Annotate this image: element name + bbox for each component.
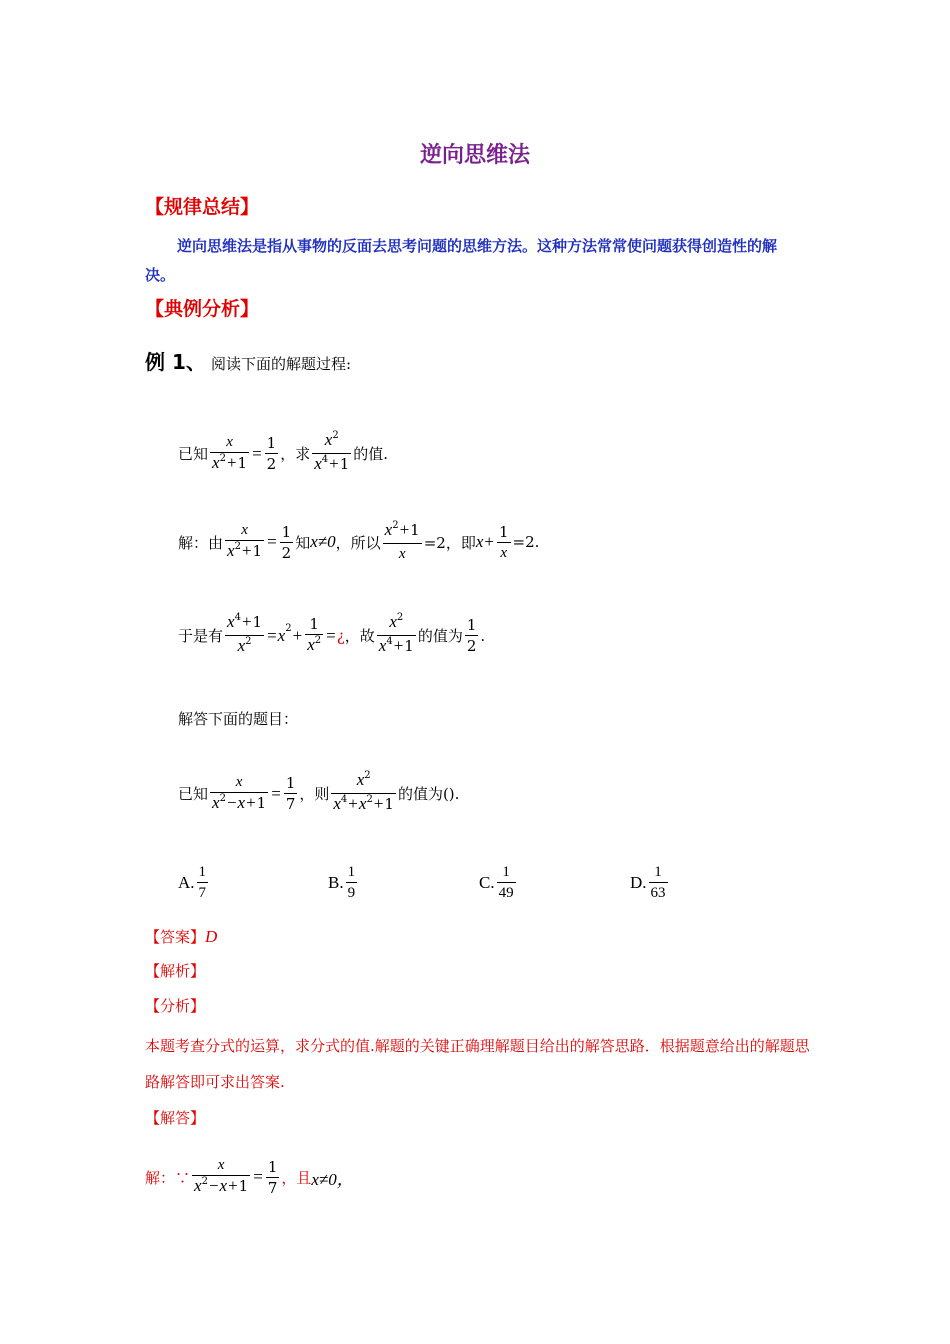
fraction: $\frac{1}{2}$ xyxy=(266,434,277,473)
option-a[interactable] xyxy=(178,862,210,903)
fraction: $\frac{1}{49}$ xyxy=(498,864,514,901)
section-heading-examples: 【典例分析】 xyxy=(145,298,260,320)
fraction: $\frac{x}{x^2-x+1}$ xyxy=(194,1157,249,1195)
solution-prefix: 解：∵ xyxy=(145,1168,191,1187)
then-suffix: 的值为 xyxy=(417,627,463,645)
derivation-statement: 于是有 $\frac{x^4+1}{x^2}$ = x 2 + $\frac{1}{x^2}$ = ¿ ，故 $\frac{x^2}{x^4+1}$ 的值为 $\frac{1}{2}$ . xyxy=(178,612,485,659)
option-letter: A. xyxy=(178,872,195,892)
given-statement: 已知 $\frac{x}{x^2+1}$ = $\frac{1}{2}$ ，求 $\frac{x^2}{x^4+1}$ 的值. xyxy=(178,430,388,477)
jieda-tag: 【解答】 xyxy=(145,1109,206,1127)
answer-value: D xyxy=(205,927,218,946)
fraction: $\frac{x^4+1}{x^2}$ xyxy=(227,612,263,655)
solution-statement: 解：由 $\frac{x}{x^2+1}$ = $\frac{1}{2}$ 知 x≠0 ，所以 $\frac{x^2+1}{x}$ =2，即 x + $\frac{1}{x}$ =2. xyxy=(178,520,540,562)
sol-eq2: =2，即 xyxy=(423,533,476,552)
q-prefix: 已知 xyxy=(178,785,209,803)
section-heading-summary: 【规律总结】 xyxy=(145,196,260,218)
sol-so: ，所以 xyxy=(335,533,381,552)
option-letter: B. xyxy=(328,872,344,892)
q-mid: ，则 xyxy=(299,785,330,803)
fraction: $\frac{x}{x^2+1}$ xyxy=(212,433,248,472)
example-label: 例 1、 xyxy=(145,350,206,374)
fraction: $\frac{x^2+1}{x}$ xyxy=(384,520,420,562)
summary-paragraph: 逆向思维法是指从事物的反面去思考问题的思维方法。这种方法常常使问题获得创造性的解决。 xyxy=(145,237,778,284)
fraction: $\frac{1}{x}$ xyxy=(498,522,509,561)
fraction: $\frac{1}{2}$ xyxy=(281,522,292,562)
fraction: $\frac{x}{x^2-x+1}$ xyxy=(212,773,267,812)
example-intro: 阅读下面的解题过程: xyxy=(210,355,352,373)
fraction: $\frac{1}{x^2}$ xyxy=(307,614,322,654)
option-c[interactable] xyxy=(479,862,518,903)
solution-line: 解：∵ $\frac{x}{x^2-x+1}$ = $\frac{1}{7}$ ，且 x≠0， xyxy=(145,1155,354,1199)
answer-tag: 【答案】 xyxy=(145,928,206,946)
fraction: $\frac{1}{63}$ xyxy=(650,864,666,901)
question-statement: 已知 $\frac{x}{x^2-x+1}$ = $\frac{1}{7}$ ，则 $\frac{x^2}{x^4+x^2+1}$ 的值为(). xyxy=(178,770,459,817)
fraction: $\frac{1}{2}$ xyxy=(466,616,477,655)
jiexi-tag: 【解析】 xyxy=(145,962,206,980)
task-text: 解答下面的题目： xyxy=(178,710,299,728)
answer-line xyxy=(145,926,217,947)
solution-mid: ，且 xyxy=(281,1168,312,1187)
given-suffix: 的值. xyxy=(353,445,389,463)
option-b[interactable] xyxy=(328,862,359,903)
given-mid: ，求 xyxy=(280,445,311,463)
example-header xyxy=(145,346,351,375)
fenxi-tag: 【分析】 xyxy=(145,997,206,1015)
garbled-char: ¿ xyxy=(336,626,345,645)
given-prefix: 已知 xyxy=(178,445,209,463)
fraction: $\frac{1}{9}$ xyxy=(347,864,356,901)
option-letter: D. xyxy=(630,872,647,892)
fraction: $\frac{x^2}{x^4+1}$ xyxy=(314,430,350,473)
then-prefix: 于是有 xyxy=(178,627,224,645)
solution-nonzero: x≠0， xyxy=(311,1169,354,1189)
sol-know: 知 xyxy=(295,533,311,552)
sol-end: =2. xyxy=(512,533,540,551)
option-d[interactable] xyxy=(630,862,670,903)
fraction: $\frac{1}{7}$ xyxy=(285,774,296,813)
fraction: $\frac{1}{7}$ xyxy=(267,1157,278,1197)
sol-nonzero: x≠0 xyxy=(310,532,336,551)
fraction: $\frac{x^2}{x^4+x^2+1}$ xyxy=(333,770,394,813)
analysis-paragraph: 本题考查分式的运算，求分式的值.解题的关键正确理解题目给出的解答思路．根据题意给出的解题思路解答即可求出答案. xyxy=(145,1037,810,1091)
then-mid: ，故 xyxy=(344,627,375,645)
q-suffix: 的值为(). xyxy=(397,785,460,803)
fraction: $\frac{x^2}{x^4+1}$ xyxy=(378,612,414,655)
option-letter: C. xyxy=(479,872,495,892)
page-title: 逆向思维法 xyxy=(419,143,530,168)
fraction: $\frac{x}{x^2+1}$ xyxy=(227,522,263,560)
sol-prefix: 解：由 xyxy=(178,533,224,552)
fraction: $\frac{1}{7}$ xyxy=(198,864,207,901)
